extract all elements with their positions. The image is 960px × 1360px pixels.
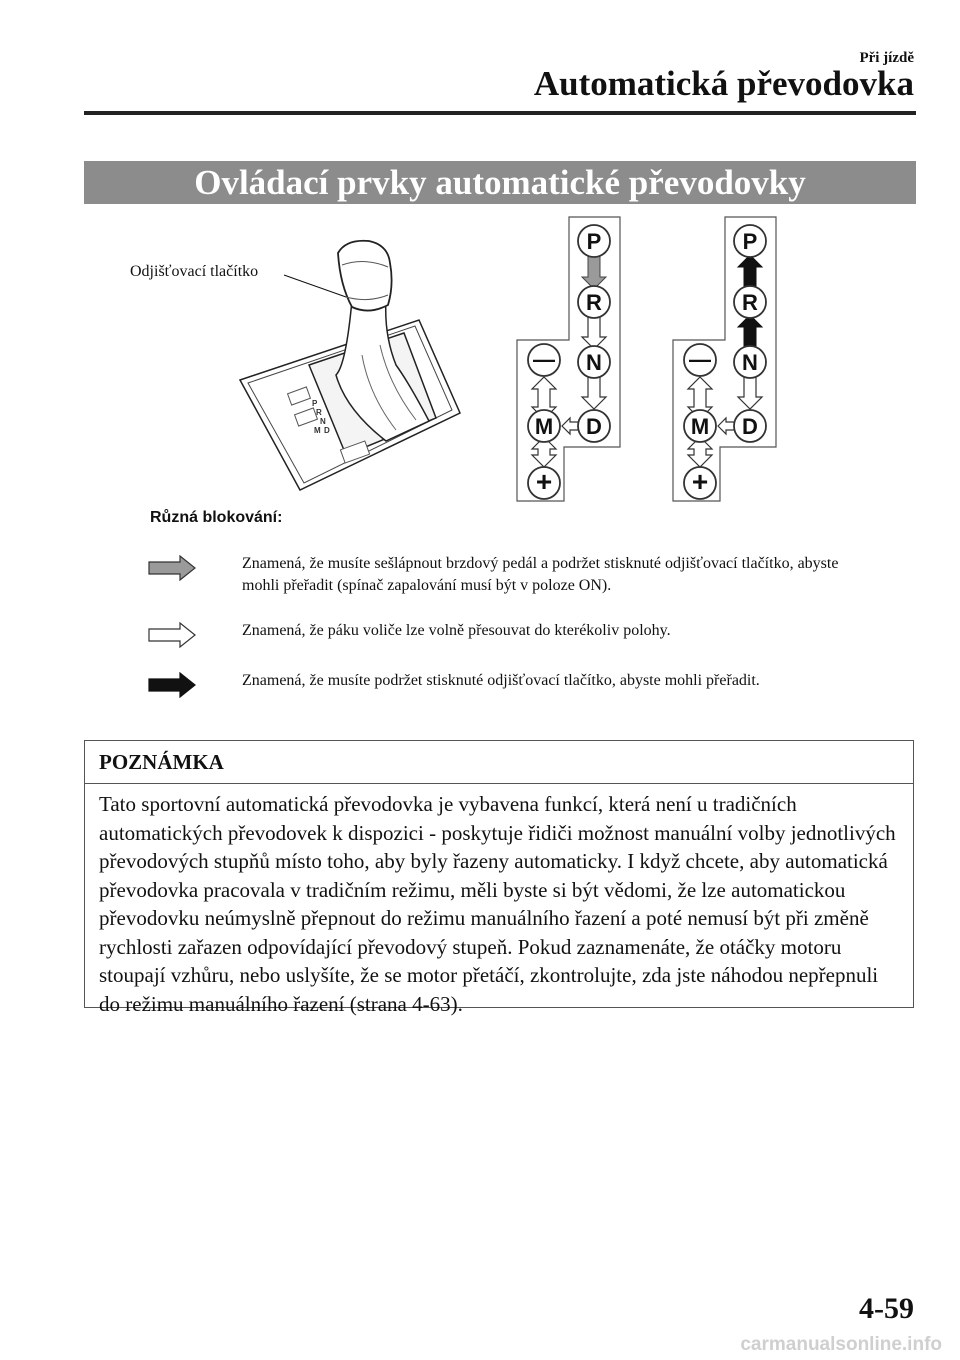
chapter-label: Při jízdě (859, 50, 914, 66)
shift-gate-brake-pattern (517, 217, 620, 501)
gray-arrow-icon (148, 555, 196, 581)
release-button-label: Odjišťovací tlačítko (130, 263, 259, 280)
gate-position-m: M (690, 414, 710, 439)
gate-position-r: R (586, 290, 602, 315)
white-arrow-icon (148, 622, 196, 648)
header-divider (84, 111, 916, 115)
shift-illustration (84, 205, 916, 510)
gate-minus: — (689, 347, 711, 372)
shift-lever-drawing (240, 241, 460, 490)
note-heading: POZNÁMKA (85, 741, 913, 784)
section-title: Automatická převodovka (533, 64, 914, 103)
gate-position-n: N (586, 350, 602, 375)
gate-position-m: M (534, 414, 554, 439)
gate-position-r: R (742, 290, 758, 315)
plate-mark-p: P (312, 399, 318, 408)
gate-position-n: N (742, 350, 758, 375)
shift-lever-figure (84, 205, 916, 510)
black-arrow-icon (148, 672, 196, 698)
gate-position-d: D (586, 414, 602, 439)
legend-text-white: Znamená, že páku voliče lze volně přesouvat do kterékoliv polohy. (242, 622, 671, 639)
page-title: Ovládací prvky automatické převodovky (84, 161, 916, 204)
shift-gate-button-pattern (673, 217, 776, 501)
legend-text-gray: Znamená, že musíte sešlápnout brzdový pedál a podržet stisknuté odjišťovací tlačítko, abyste mohli přeřadit (spínač zapalování musí být v poloze ON). (242, 555, 839, 594)
page-number: 4-59 (859, 1292, 914, 1325)
gate-plus: + (535, 466, 553, 497)
plate-mark-n: N (320, 417, 326, 426)
callout-line (284, 275, 346, 297)
legend-title: Různá blokování: (150, 509, 283, 526)
gate-position-p: P (742, 229, 758, 254)
gate-plus: + (691, 466, 709, 497)
watermark: carmanualsonline.info (740, 1334, 942, 1355)
gate-minus: — (533, 347, 555, 372)
note-body: Tato sportovní automatická převodovka je vybavena funkcí, která není u tradičních automatických převodovek k dispozici - poskytuje řidiči možnost manuální volby jednotlivých převodových stupňů místo toho, aby byly řazeny automaticky. I když chcete, aby automatická převodovka pracovala v tradičním režimu, měli byste si být vědomi, že lze automatickou převodovku neúmyslně přepnout do režimu manuálního řazení a poté nemusí být při změně rychlosti zařazen odpovídající převodový stupeň. Pokud zaznamenáte, že otáčky motoru stoupají vzhůru, nebo uslyšíte, že se motor přetáčí, zkontrolujte, zda jste náhodou nepřepnuli do režimu manuálního řazení (strana 4-63). (99, 792, 896, 1016)
plate-mark-r: R (316, 408, 322, 417)
gate-position-p: P (586, 229, 602, 254)
gate-position-d: D (742, 414, 758, 439)
legend-text-black: Znamená, že musíte podržet stisknuté odjišťovací tlačítko, abyste mohli přeřadit. (242, 672, 760, 689)
plate-mark-d: D (324, 426, 330, 435)
plate-mark-m: M (314, 426, 321, 435)
note-box (84, 740, 914, 1016)
